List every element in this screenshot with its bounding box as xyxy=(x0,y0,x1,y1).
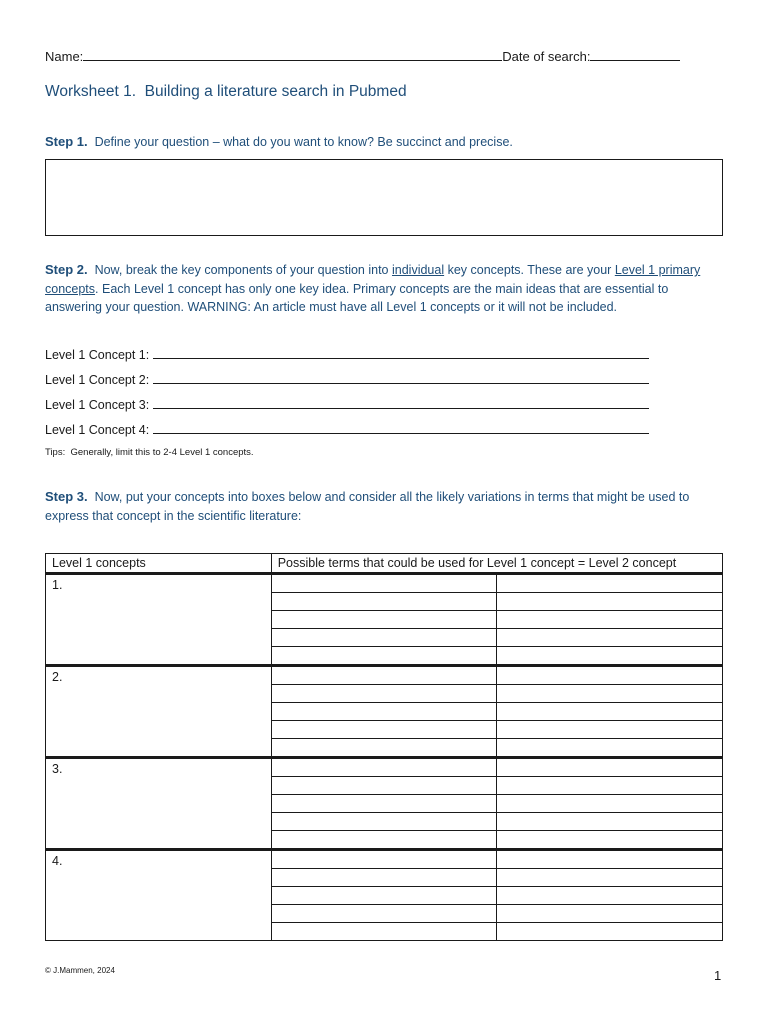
concept-cell[interactable]: 2. xyxy=(46,666,272,758)
date-field[interactable] xyxy=(590,47,680,61)
term-cell[interactable] xyxy=(271,666,497,685)
concept-line xyxy=(45,395,665,420)
table-row xyxy=(46,850,723,869)
term-cell[interactable] xyxy=(271,850,497,869)
tips-text: Tips: Generally, limit this to 2-4 Level 1 concepts. xyxy=(45,447,254,458)
question-box[interactable] xyxy=(45,159,723,236)
concept-cell[interactable]: 4. xyxy=(46,850,272,941)
concept-input[interactable] xyxy=(153,395,649,409)
table-row xyxy=(46,758,723,777)
term-cell[interactable] xyxy=(271,887,497,905)
name-field[interactable] xyxy=(83,47,502,61)
term-cell[interactable] xyxy=(497,923,723,941)
step1-label: Step 1. xyxy=(45,134,88,149)
term-cell[interactable] xyxy=(497,758,723,777)
term-cell[interactable] xyxy=(271,721,497,739)
table-row xyxy=(46,574,723,593)
concept-cell[interactable]: 1. xyxy=(46,574,272,666)
term-cell[interactable] xyxy=(497,647,723,666)
col2-header: Possible terms that could be used for Level 1 concept = Level 2 concept xyxy=(271,554,722,574)
step2-text-level1: Level 1 primary concepts xyxy=(45,263,701,296)
term-cell[interactable] xyxy=(497,905,723,923)
term-cell[interactable] xyxy=(497,869,723,887)
term-cell[interactable] xyxy=(497,611,723,629)
concept-line xyxy=(45,370,665,395)
concept-lines xyxy=(45,345,665,445)
term-cell[interactable] xyxy=(497,795,723,813)
concept-line xyxy=(45,345,665,370)
concept-input[interactable] xyxy=(153,345,649,359)
header-line xyxy=(45,47,695,64)
copyright-text: © J.Mammen, 2024 xyxy=(45,966,115,975)
col1-header: Level 1 concepts xyxy=(46,554,272,574)
term-cell[interactable] xyxy=(497,666,723,685)
term-cell[interactable] xyxy=(497,887,723,905)
term-cell[interactable] xyxy=(497,574,723,593)
concept-line xyxy=(45,420,665,445)
concept-label: Level 1 Concept 4: xyxy=(45,423,150,437)
term-cell[interactable] xyxy=(271,795,497,813)
step3-instruction xyxy=(45,488,721,525)
term-cell[interactable] xyxy=(271,611,497,629)
term-cell[interactable] xyxy=(497,739,723,758)
term-cell[interactable] xyxy=(497,629,723,647)
step2-label: Step 2. xyxy=(45,262,88,277)
term-cell[interactable] xyxy=(271,629,497,647)
concept-table xyxy=(45,553,723,941)
term-cell[interactable] xyxy=(271,593,497,611)
term-cell[interactable] xyxy=(271,647,497,666)
step1-instruction xyxy=(45,133,725,152)
term-cell[interactable] xyxy=(497,813,723,831)
term-cell[interactable] xyxy=(271,703,497,721)
step2-instruction xyxy=(45,261,721,317)
term-cell[interactable] xyxy=(271,758,497,777)
term-cell[interactable] xyxy=(271,574,497,593)
term-cell[interactable] xyxy=(497,703,723,721)
term-cell[interactable] xyxy=(497,593,723,611)
step3-text: Now, put your concepts into boxes below and consider all the likely variations in terms that might be used to express that concept in the scientific literature: xyxy=(45,490,690,523)
term-cell[interactable] xyxy=(497,685,723,703)
term-cell[interactable] xyxy=(497,831,723,850)
term-cell[interactable] xyxy=(271,685,497,703)
page-title: Worksheet 1. Building a literature search in Pubmed xyxy=(45,83,407,100)
step3-label: Step 3. xyxy=(45,489,88,504)
page-number: 1 xyxy=(714,968,722,983)
term-cell[interactable] xyxy=(271,813,497,831)
step2-text-individual: individual xyxy=(391,263,445,277)
concept-input[interactable] xyxy=(153,420,649,434)
table-header-row xyxy=(46,554,723,574)
step1-text: Define your question – what do you want to know? Be succinct and precise. xyxy=(94,135,513,149)
term-cell[interactable] xyxy=(271,923,497,941)
step2-text-b: key concepts. These are your xyxy=(444,263,615,277)
name-label: Name: xyxy=(45,49,84,64)
term-cell[interactable] xyxy=(271,905,497,923)
term-cell[interactable] xyxy=(497,777,723,795)
table-row xyxy=(46,666,723,685)
concept-label: Level 1 Concept 3: xyxy=(45,398,150,412)
concept-cell[interactable]: 3. xyxy=(46,758,272,850)
date-label: Date of search: xyxy=(502,49,591,64)
concept-label: Level 1 Concept 1: xyxy=(45,348,150,362)
term-cell[interactable] xyxy=(271,831,497,850)
term-cell[interactable] xyxy=(497,850,723,869)
term-cell[interactable] xyxy=(271,777,497,795)
term-cell[interactable] xyxy=(497,721,723,739)
term-cell[interactable] xyxy=(271,869,497,887)
term-cell[interactable] xyxy=(271,739,497,758)
step2-text-a: Now, break the key components of your question into xyxy=(94,263,392,277)
concept-input[interactable] xyxy=(153,370,649,384)
concept-label: Level 1 Concept 2: xyxy=(45,373,150,387)
step2-text-c: . Each Level 1 concept has only one key idea. Primary concepts are the main ideas that are essential to answering your question. WARNING: An article must have all Level 1 concepts or it will not be included. xyxy=(45,281,669,314)
